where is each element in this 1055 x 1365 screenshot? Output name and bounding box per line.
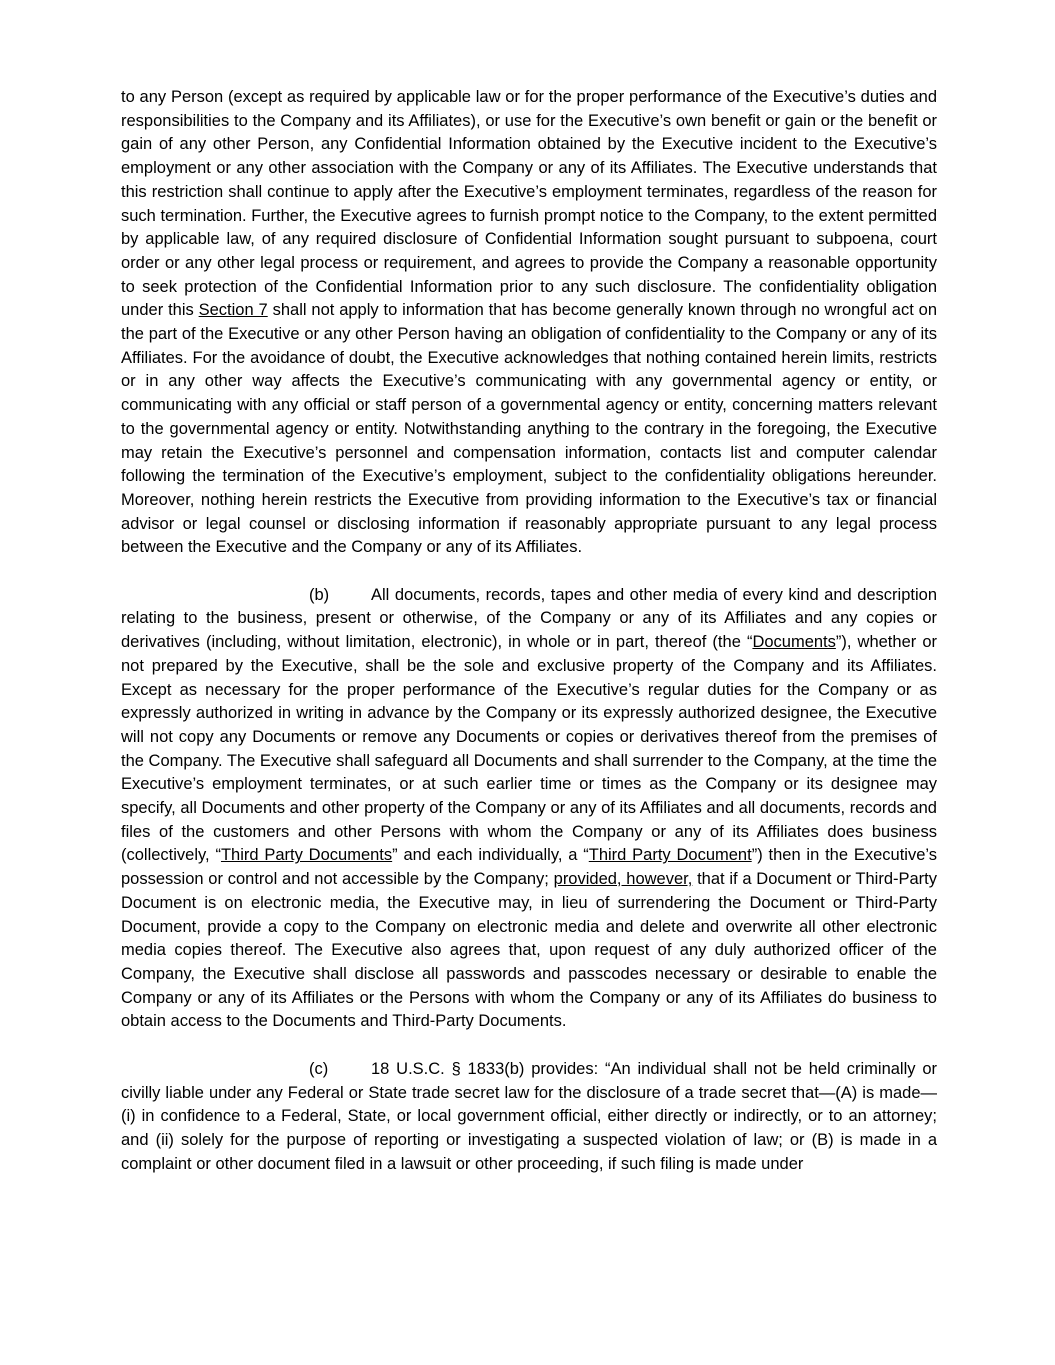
paragraph-a bbox=[121, 86, 937, 560]
paragraph-b-text-3: ” and each individually, a “ bbox=[392, 846, 589, 865]
term-third-party-document: Third Party Document bbox=[588, 846, 752, 865]
paragraph-c-text: 18 U.S.C. § 1833(b) provides: “An individual shall not be held criminally or civilly liable under any Federal or State trade secret law for the disclosure of a trade secret that—(A) is made—(i) in confidence to a Federal, State, or local government official, either directly or indirectly, or to an attorney; and (ii) solely for the purpose of reporting or investigating a suspected violation of law; or (B) is made in a complaint or other document filed in a lawsuit or other proceeding, if such filing is made under bbox=[121, 1059, 937, 1173]
term-third-party-documents: Third Party Documents bbox=[220, 846, 393, 865]
paragraph-b-text-2: ”), whether or not prepared by the Executive, shall be the sole and exclusive property of the Company and its Affiliates. Except as necessary for the proper performance of the Executive’s regular duties for the Company or as expressly authorized in writing in advance by the Company or its expressly authorized designee, the Executive will not copy any Documents or remove any Documents or copies or derivatives thereof from the premises of the Company. The Executive shall safeguard all Documents and shall surrender to the Company, at the time the Executive’s employment terminates, or at such earlier time or times as the Company or its designee may specify, all Documents and other property of the Company or any of its Affiliates and all documents, records and files of the customers and other Persons with whom the Company or any of its Affiliates does business (collectively, “ bbox=[121, 633, 937, 865]
paragraph-b-text-4: ”) then in the Executive’s possession or control and not accessible by the Company; bbox=[121, 846, 937, 889]
term-provided-however: provided, however, bbox=[553, 870, 693, 889]
paragraph-b bbox=[121, 584, 937, 1034]
paragraph-a-text-1: to any Person (except as required by applicable law or for the proper performance of the Executive’s duties and responsibilities to the Company and its Affiliates), or use for the Executive’s own benefit or gain or the benefit or gain of any other Person, any Confidential Information obtained by the Executive incident to the Executive’s employment or any other association with the Company or any of its Affiliates. The Executive understands that this restriction shall continue to apply after the Executive’s employment terminates, regardless of the reason for such termination. Further, the Executive agrees to furnish prompt notice to the Company, to the extent permitted by applicable law, of any required disclosure of Confidential Information sought pursuant to subpoena, court order or any other legal process or requirement, and agrees to provide the Company a reasonable opportunity to seek protection of the Confidential Information prior to any such disclosure. The confidentiality obligation under this bbox=[121, 88, 937, 320]
paragraph-c bbox=[121, 1058, 937, 1177]
paragraph-b-text-1: All documents, records, tapes and other media of every kind and description relating to the business, present or otherwise, of the Company or any of its Affiliates and any copies or derivatives (including, without limitation, electronic), in whole or in part, thereof (the “ bbox=[121, 585, 937, 652]
section-7-reference: Section 7 bbox=[198, 301, 268, 320]
paragraph-b-text-5: that if a Document or Third-Party Document is on electronic media, the Executive may, in lieu of surrendering the Document or Third-Party Document, provide a copy to the Company on electronic media and delete and overwrite all other electronic media copies thereof. The Executive also agrees that, upon request of any duly authorized officer of the Company, the Executive shall disclose all passwords and passcodes necessary or desirable to enable the Company or any of its Affiliates or the Persons with whom the Company or any of its Affiliates do business to obtain access to the Documents and Third-Party Documents. bbox=[121, 870, 937, 1031]
paragraph-c-label: (c) bbox=[309, 1059, 329, 1078]
paragraph-a-text-2: shall not apply to information that has become generally known through no wrongful act on the part of the Executive or any other Person having an obligation of confidentiality to the Company or any of its Affiliates. For the avoidance of doubt, the Executive acknowledges that nothing contained herein limits, restricts or in any other way affects the Executive’s communicating with any governmental agency or entity, or communicating with any official or staff person of a governmental agency or entity, concerning matters relevant to the governmental agency or entity. Notwithstanding anything to the contrary in the foregoing, the Executive may retain the Executive’s personnel and compensation information, contacts list and computer calendar following the termination of the Executive’s employment, subject to the confidentiality obligations hereunder. Moreover, nothing herein restricts the Executive from providing information to the Executive’s tax or financial advisor or legal counsel or disclosing information if reasonably appropriate pursuant to any legal process between the Executive and the Company or any of its Affiliates. bbox=[121, 301, 938, 557]
term-documents: Documents bbox=[752, 633, 836, 652]
document-page bbox=[121, 86, 937, 1176]
paragraph-b-label: (b) bbox=[309, 585, 330, 604]
